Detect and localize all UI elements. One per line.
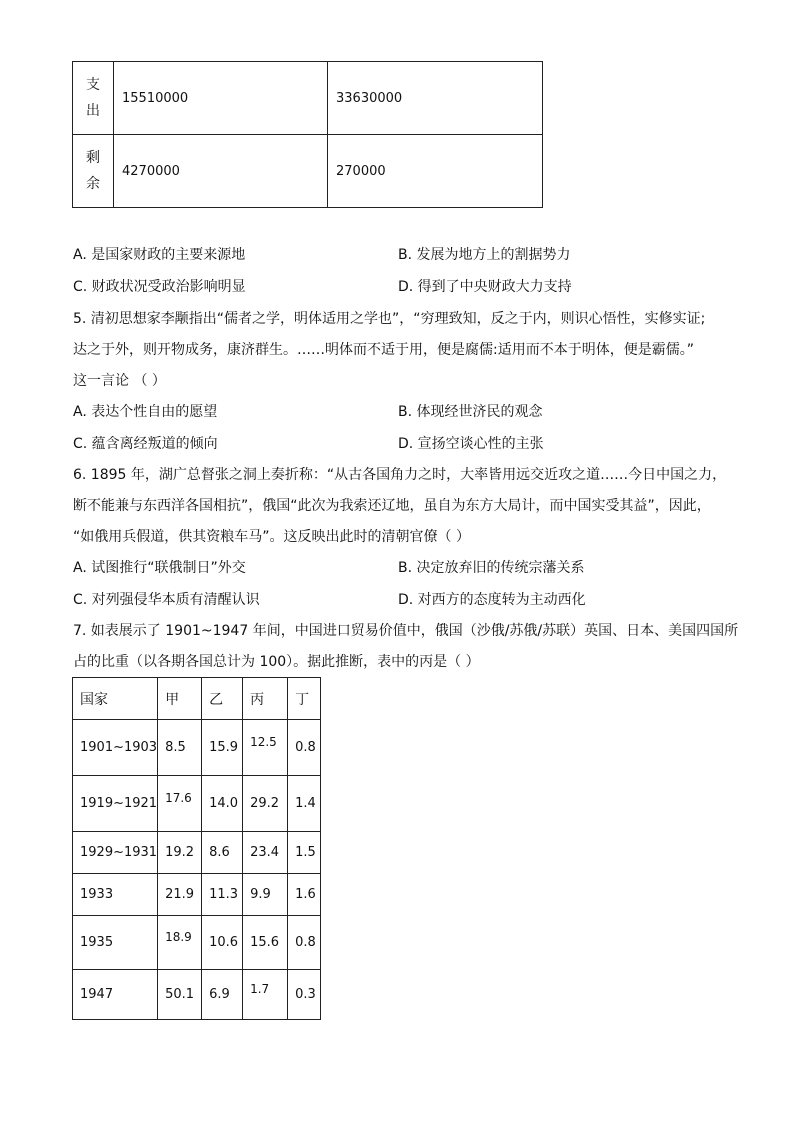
table-cell: 0.8 xyxy=(288,916,321,970)
table-header-row xyxy=(73,678,321,720)
table-cell: 1901~1903 xyxy=(73,720,158,776)
table-cell: 14.0 xyxy=(202,776,243,832)
column-header: 丙 xyxy=(243,678,288,720)
option-b: B. 发展为地方上的割据势力 xyxy=(398,247,571,263)
cell-value: 17.6 xyxy=(165,791,192,805)
question-7-text: 占的比重（以各期各国总计为 100）。据此推断，表中的丙是（ ） xyxy=(73,654,480,670)
question-6-text: 断不能兼与东西洋各国相抗”，俄国“此次为我索还辽地，虽自为东方大局计，而中国实受其益”，因此， xyxy=(73,498,711,514)
table-cell: 11.3 xyxy=(202,874,243,916)
table-cell: 270000 xyxy=(328,135,543,208)
question-6-text: “如俄用兵假道，供其资粮车马”。这反映出此时的清朝官僚（ ） xyxy=(73,529,470,545)
table-row xyxy=(73,135,543,208)
question-6-text: 6. 1895 年，湖广总督张之洞上奏折称：“从古各国角力之时，大率皆用远交近攻之道……今日中国之力， xyxy=(73,467,727,483)
table-cell xyxy=(243,720,288,776)
option-d: D. 得到了中央财政大力支持 xyxy=(398,279,572,295)
table-cell: 1.4 xyxy=(288,776,321,832)
finance-table xyxy=(72,61,543,208)
table-cell xyxy=(158,916,202,970)
table-cell xyxy=(158,776,202,832)
option-c: C. 蕴含离经叛道的倾向 xyxy=(73,436,218,452)
option-a: A. 表达个性自由的愿望 xyxy=(73,404,218,420)
table-row xyxy=(73,916,321,970)
row-label: 支 出 xyxy=(73,62,114,135)
table-cell: 1935 xyxy=(73,916,158,970)
table-cell: 8.5 xyxy=(158,720,202,776)
question-5-text: 5. 清初思想家李颙指出“儒者之学，明体适用之学也”，“穷理致知，反之于内，则识心悟性，实修实证; xyxy=(73,311,706,327)
table-cell: 1.6 xyxy=(288,874,321,916)
column-header: 乙 xyxy=(202,678,243,720)
table-row xyxy=(73,874,321,916)
table-cell: 1929~1931 xyxy=(73,832,158,874)
table-cell: 9.9 xyxy=(243,874,288,916)
table-cell: 1933 xyxy=(73,874,158,916)
option-d: D. 宣扬空谈心性的主张 xyxy=(398,436,544,452)
trade-share-table xyxy=(72,677,321,1020)
table-cell: 1919~1921 xyxy=(73,776,158,832)
table-row xyxy=(73,776,321,832)
option-b: B. 体现经世济民的观念 xyxy=(398,404,543,420)
table-cell: 1947 xyxy=(73,970,158,1020)
cell-value: 18.9 xyxy=(165,930,192,944)
option-a: A. 是国家财政的主要来源地 xyxy=(73,247,246,263)
table-cell: 15.9 xyxy=(202,720,243,776)
table-cell xyxy=(243,970,288,1020)
option-a: A. 试图推行“联俄制日”外交 xyxy=(73,560,246,576)
table-row xyxy=(73,970,321,1020)
column-header: 丁 xyxy=(288,678,321,720)
question-5-text: 达之于外，则开物成务，康济群生。……明体而不适于用，便是腐儒:适用而不本于明体，便是霸儒。” xyxy=(73,342,694,358)
table-cell: 0.3 xyxy=(288,970,321,1020)
table-cell: 33630000 xyxy=(328,62,543,135)
table-cell: 10.6 xyxy=(202,916,243,970)
table-cell: 4270000 xyxy=(114,135,328,208)
table-row xyxy=(73,62,543,135)
table-cell: 21.9 xyxy=(158,874,202,916)
row-label: 剩 余 xyxy=(73,135,114,208)
column-header: 国家 xyxy=(73,678,158,720)
option-c: C. 对列强侵华本质有清醒认识 xyxy=(73,592,260,608)
table-cell: 6.9 xyxy=(202,970,243,1020)
table-row xyxy=(73,720,321,776)
table-cell: 23.4 xyxy=(243,832,288,874)
cell-value: 1.7 xyxy=(250,982,270,996)
table-cell: 15.6 xyxy=(243,916,288,970)
option-c: C. 财政状况受政治影响明显 xyxy=(73,279,246,295)
table-cell: 8.6 xyxy=(202,832,243,874)
table-cell: 1.5 xyxy=(288,832,321,874)
table-cell: 15510000 xyxy=(114,62,328,135)
table-cell: 50.1 xyxy=(158,970,202,1020)
table-cell: 0.8 xyxy=(288,720,321,776)
option-b: B. 决定放弃旧的传统宗藩关系 xyxy=(398,560,585,576)
table-cell: 29.2 xyxy=(243,776,288,832)
table-cell: 19.2 xyxy=(158,832,202,874)
question-7-text: 7. 如表展示了 1901~1947 年间，中国进口贸易价值中，俄国（沙俄/苏俄/苏联）英国、日本、美国四国所 xyxy=(73,623,739,639)
option-d: D. 对西方的态度转为主动西化 xyxy=(398,592,586,608)
table-row xyxy=(73,832,321,874)
cell-value: 12.5 xyxy=(250,735,277,749)
column-header: 甲 xyxy=(158,678,202,720)
question-5-text: 这一言论 （ ） xyxy=(73,373,166,389)
